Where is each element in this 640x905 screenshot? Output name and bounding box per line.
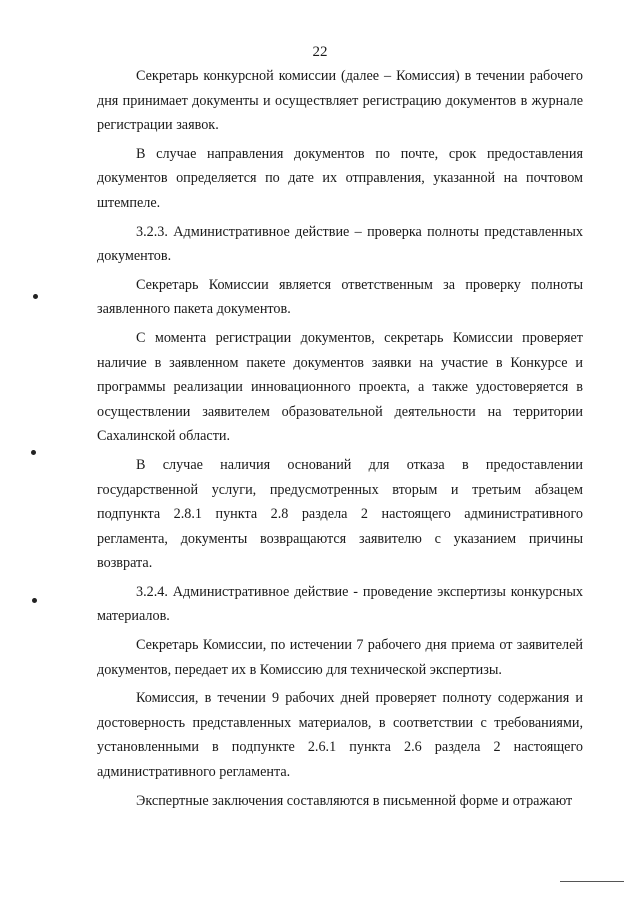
- paragraph-refusal-grounds: В случае наличия оснований для отказа в предоставлении государственной услуги, предусмотренных вторым и третьим абзацем подпункта 2.8.1 пункта 2.8 раздела 2 настоящего административного регламента, документы возвращаются заявителю с указанием причины возврата.: [97, 456, 583, 572]
- paragraph-secretary-responsible: Секретарь Комиссии является ответственным за проверку полноты заявленного пакета документов.: [97, 276, 583, 318]
- page-number: 22: [312, 44, 328, 60]
- binding-hole-mark: [33, 294, 38, 299]
- paragraph-commission-review: Комиссия, в течении 9 рабочих дней проверяет полноту содержания и достоверность представленных материалов, в соответствии с требованиями, установленными в подпункте 2.6.1 пункта 2.6 раздела 2 настоящего административного регламента.: [97, 690, 583, 781]
- paragraph-expert-conclusions: Экспертные заключения составляются в письменной форме и отражают: [136, 792, 573, 809]
- binding-hole-mark: [32, 598, 37, 603]
- paragraph-secretary-accepts-documents: Секретарь конкурсной комиссии (далее – Комиссия) в течении рабочего дня принимает документы и осуществляет регистрацию документов в журнале регистрации заявок.: [97, 68, 583, 134]
- document-body: [97, 64, 583, 817]
- scan-artifact-line: [560, 881, 624, 882]
- paragraph-transfer-to-commission: Секретарь Комиссии, по истечении 7 рабочего дня приема от заявителей документов, передает их в Комиссию для технической экспертизы.: [97, 637, 583, 678]
- binding-hole-mark: [31, 450, 36, 455]
- paragraph-section-3-2-3-heading: 3.2.3. Административное действие – проверка полноты представленных документов.: [97, 223, 583, 265]
- paragraph-postal-submission: В случае направления документов по почте, срок предоставления документов определяется по дате их отправления, указанной на почтовом штемпеле.: [97, 145, 583, 211]
- paragraph-section-3-2-4-heading: 3.2.4. Административное действие - проведение экспертизы конкурсных материалов.: [97, 583, 583, 625]
- paragraph-registration-check: С момента регистрации документов, секретарь Комиссии проверяет наличие в заявленном пакете документов заявки на участие в Конкурсе и программы реализации инновационного проекта, а также удостоверяется в осуществлении заявителем образовательной деятельности на территории Сахалинской области.: [97, 329, 583, 445]
